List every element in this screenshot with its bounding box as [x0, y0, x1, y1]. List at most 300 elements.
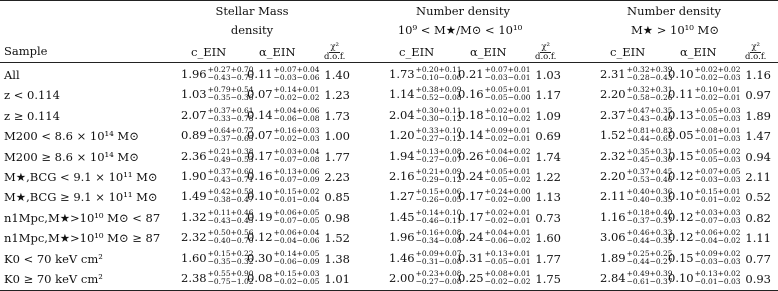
value: 1.16: [600, 209, 626, 224]
value: 1.45: [389, 209, 415, 224]
row-label: M200 < 8.6 × 10¹⁴ M⊙: [4, 129, 139, 144]
upper-errors: +0.20+0.11: [415, 65, 462, 74]
lower-errors: −0.37−0.37: [626, 215, 673, 225]
upper-errors: +0.05+0.03: [694, 105, 741, 115]
sample-header: Sample: [4, 44, 48, 58]
uncertainty: [627, 188, 673, 204]
upper-errors: +0.14+0.05: [273, 248, 320, 258]
uncertainty: [485, 209, 531, 225]
chi2-value: 1.11: [745, 231, 771, 246]
uncertainty: [627, 209, 673, 225]
upper-errors: +0.42+0.59: [207, 187, 254, 197]
upper-errors: +0.03+0.04: [273, 146, 320, 156]
chi2-value: 1.38: [324, 251, 350, 266]
param-value: [458, 188, 531, 204]
value: 2.31: [600, 67, 626, 81]
param-value: [181, 86, 254, 102]
uncertainty: [627, 229, 673, 245]
lower-errors: −0.05−0.03: [694, 154, 741, 164]
param-value: [247, 127, 320, 143]
chi2-value: 1.89: [745, 108, 771, 123]
value: 0.31: [458, 250, 484, 265]
value: 2.16: [389, 169, 415, 183]
upper-errors: +0.15+0.06: [415, 187, 462, 197]
param-value: [181, 250, 254, 266]
param-value: [458, 148, 531, 164]
value: 2.04: [389, 107, 415, 122]
value: 0.10: [247, 189, 273, 204]
param-value: [600, 250, 673, 266]
chi2-value: 0.97: [745, 88, 771, 103]
param-value: [181, 107, 254, 123]
param-value: [458, 209, 531, 225]
value: 0.14: [458, 128, 484, 143]
param-value: [389, 66, 462, 82]
value: 0.07: [247, 128, 273, 143]
chi2-value: 0.93: [745, 272, 771, 286]
col-alpha-ein: α_EIN: [470, 45, 507, 59]
param-value: [600, 107, 673, 123]
uncertainty: [627, 66, 673, 82]
lower-errors: −0.01−0.03: [694, 277, 741, 286]
col-c-ein: c_EIN: [399, 45, 435, 59]
value: 0.26: [458, 148, 484, 163]
value: 0.05: [668, 128, 694, 143]
upper-errors: +0.21+0.38: [207, 146, 254, 156]
param-value: [247, 148, 320, 164]
uncertainty: [416, 188, 462, 204]
value: 1.52: [600, 128, 626, 143]
param-value: [600, 66, 673, 82]
value: 0.07: [247, 87, 273, 102]
param-value: [600, 127, 673, 143]
param-value: [181, 270, 254, 286]
upper-errors: +0.13+0.02: [694, 269, 741, 278]
param-value: [600, 188, 673, 204]
param-value: [600, 270, 673, 286]
chi2-value: 0.85: [324, 190, 350, 205]
lower-errors: −0.40−0.70: [207, 236, 254, 246]
param-value: [458, 66, 531, 82]
lower-errors: −0.06−0.08: [273, 113, 320, 123]
value: 0.16: [458, 87, 484, 102]
lower-errors: −0.38−0.47: [207, 195, 254, 205]
lower-errors: −0.02−0.05: [273, 277, 320, 286]
lower-errors: −0.06−0.01: [484, 154, 531, 164]
param-value: [181, 209, 254, 225]
param-value: [247, 229, 320, 245]
param-value: [389, 209, 462, 225]
value: 0.08: [247, 271, 273, 285]
uncertainty: [416, 127, 462, 143]
value: 0.19: [247, 209, 273, 224]
row-label: M★,BCG ≥ 9.1 × 10¹¹ M⊙: [4, 190, 158, 205]
uncertainty: [416, 86, 462, 102]
chi2-value: 1.77: [535, 251, 561, 266]
lower-errors: −0.27−0.12: [415, 134, 462, 144]
value: 0.15: [668, 250, 694, 265]
lower-errors: −0.03−0.03: [694, 256, 741, 266]
header-rule: [0, 62, 778, 63]
chi2-value: 1.47: [745, 129, 771, 144]
upper-errors: +0.14+0.10: [415, 207, 462, 217]
param-value: [458, 86, 531, 102]
group1-title: Stellar Mass: [215, 4, 289, 18]
value: 1.49: [181, 189, 207, 204]
chi2-value: 1.60: [535, 231, 561, 246]
uncertainty: [695, 250, 741, 266]
uncertainty: [274, 270, 320, 286]
upper-errors: +0.02+0.01: [484, 105, 531, 115]
chi2-value: 1.77: [324, 149, 350, 164]
value: 0.17: [247, 148, 273, 163]
uncertainty: [627, 148, 673, 164]
chi2-value: 2.23: [324, 170, 350, 184]
lower-errors: −0.43−0.75: [207, 73, 254, 82]
lower-errors: −0.29−0.12: [415, 175, 462, 184]
uncertainty: [274, 229, 320, 245]
param-value: [668, 188, 741, 204]
param-value: [247, 188, 320, 204]
uncertainty: [416, 107, 462, 123]
chi2-value: 1.13: [535, 190, 561, 205]
col-alpha-ein: α_EIN: [259, 45, 296, 59]
param-value: [600, 168, 673, 184]
upper-errors: +0.81+0.83: [626, 126, 673, 136]
value: 0.12: [247, 230, 273, 245]
uncertainty: [485, 229, 531, 245]
value: 2.84: [600, 271, 626, 285]
value: 2.00: [389, 271, 415, 285]
param-value: [600, 86, 673, 102]
uncertainty: [416, 209, 462, 225]
value: 0.17: [458, 209, 484, 224]
value: 0.13: [668, 107, 694, 122]
param-value: [600, 209, 673, 225]
uncertainty: [274, 209, 320, 225]
upper-errors: +0.40+0.36: [626, 187, 673, 197]
uncertainty: [485, 250, 531, 266]
lower-errors: −0.07−0.03: [694, 215, 741, 225]
lower-errors: −0.27−0.07: [415, 154, 462, 164]
upper-errors: +0.64+0.77: [207, 126, 254, 136]
uncertainty: [695, 188, 741, 204]
upper-errors: +0.50+0.56: [207, 228, 254, 238]
chi2-value: 1.03: [535, 68, 561, 82]
upper-errors: +0.33+0.10: [415, 126, 462, 136]
value: 0.24: [458, 169, 484, 183]
upper-errors: +0.05+0.02: [694, 146, 741, 156]
lower-errors: −0.26−0.05: [415, 195, 462, 205]
upper-errors: +0.02+0.02: [694, 65, 741, 74]
lower-errors: −0.04−0.02: [694, 236, 741, 246]
upper-errors: +0.37+0.61: [207, 105, 254, 115]
value: 0.89: [181, 128, 207, 143]
chi2-value: 1.73: [324, 108, 350, 123]
uncertainty: [485, 127, 531, 143]
upper-errors: +0.02+0.01: [484, 207, 531, 217]
col-chi2-dof: $\frac{\text{χ²}}{d.o.f.}$: [324, 42, 346, 62]
value: 0.10: [668, 189, 694, 204]
upper-errors: +0.55+0.90: [207, 269, 254, 278]
upper-errors: +0.79+0.54: [207, 85, 254, 95]
col-alpha-ein: α_EIN: [680, 45, 717, 59]
param-value: [458, 250, 531, 266]
param-value: [458, 168, 531, 184]
param-value: [668, 127, 741, 143]
value: 0.11: [247, 67, 273, 81]
lower-errors: −0.35−0.32: [207, 256, 254, 266]
lower-errors: −0.10−0.02: [484, 113, 531, 123]
value: 0.14: [247, 107, 273, 122]
value: 0.12: [668, 209, 694, 224]
col-c-ein: c_EIN: [191, 45, 227, 59]
uncertainty: [274, 127, 320, 143]
value: 1.14: [389, 87, 415, 102]
upper-errors: +0.06+0.05: [273, 207, 320, 217]
upper-errors: +0.16+0.08: [415, 228, 462, 238]
value: 1.96: [181, 67, 207, 81]
uncertainty: [695, 107, 741, 123]
lower-errors: −0.75−1.02: [207, 277, 254, 286]
chi2-value: 2.11: [745, 170, 771, 184]
value: 0.17: [458, 189, 484, 204]
lower-errors: −0.01−0.02: [694, 195, 741, 205]
value: 1.96: [389, 230, 415, 245]
param-value: [668, 270, 741, 286]
row-label: z < 0.114: [4, 88, 60, 103]
param-value: [247, 107, 320, 123]
lower-errors: −0.06−0.02: [484, 236, 531, 246]
value: 2.11: [600, 189, 626, 204]
chi2-value: 0.69: [535, 129, 561, 144]
lower-errors: −0.44−0.27: [626, 256, 673, 266]
uncertainty: [274, 66, 320, 82]
upper-errors: +0.09+0.02: [694, 248, 741, 258]
group3-title: Number density: [627, 4, 721, 18]
chi2-value: 1.40: [324, 68, 350, 82]
param-value: [389, 270, 462, 286]
uncertainty: [695, 127, 741, 143]
lower-errors: −0.43−0.71: [207, 175, 254, 184]
upper-errors: +0.37+0.45: [626, 167, 673, 176]
param-value: [181, 127, 254, 143]
param-value: [668, 107, 741, 123]
upper-errors: +0.24+0.00: [484, 187, 531, 197]
lower-errors: −0.44−0.65: [626, 134, 673, 144]
lower-errors: −0.35−0.36: [207, 93, 254, 103]
upper-errors: +0.03+0.03: [694, 207, 741, 217]
param-value: [600, 148, 673, 164]
uncertainty: [627, 127, 673, 143]
upper-errors: +0.49+0.39: [626, 269, 673, 278]
upper-errors: +0.09+0.01: [484, 126, 531, 136]
param-value: [668, 66, 741, 82]
uncertainty: [485, 148, 531, 164]
upper-errors: +0.25+0.25: [626, 248, 673, 258]
value: 2.07: [181, 107, 207, 122]
uncertainty: [695, 86, 741, 102]
upper-errors: +0.10+0.01: [694, 85, 741, 95]
param-value: [389, 86, 462, 102]
param-value: [668, 229, 741, 245]
lower-errors: −0.05−0.00: [484, 93, 531, 103]
param-value: [247, 270, 320, 286]
value: 2.38: [181, 271, 207, 285]
upper-errors: +0.18+0.40: [626, 207, 673, 217]
param-value: [181, 168, 254, 184]
upper-errors: +0.07+0.05: [694, 167, 741, 176]
upper-errors: +0.13+0.08: [415, 146, 462, 156]
param-value: [458, 107, 531, 123]
value: 1.46: [389, 250, 415, 265]
param-value: [389, 127, 462, 143]
upper-errors: +0.14+0.01: [273, 85, 320, 95]
uncertainty: [485, 66, 531, 82]
lower-errors: −0.28−0.43: [626, 73, 673, 82]
row-label: K0 < 70 keV cm²: [4, 251, 103, 266]
group2-sub: 10⁹ < M★/M⊙ < 10¹⁰: [397, 23, 523, 37]
uncertainty: [485, 168, 531, 184]
value: 0.11: [668, 87, 694, 102]
param-value: [668, 250, 741, 266]
row-label: M200 ≥ 8.6 × 10¹⁴ M⊙: [4, 149, 139, 164]
param-value: [668, 148, 741, 164]
value: 1.20: [389, 128, 415, 143]
uncertainty: [274, 148, 320, 164]
uncertainty: [274, 188, 320, 204]
value: 1.94: [389, 148, 415, 163]
chi2-value: 1.23: [324, 88, 350, 103]
param-value: [668, 168, 741, 184]
lower-errors: −0.44−0.35: [626, 236, 673, 246]
param-value: [668, 209, 741, 225]
upper-errors: +0.09+0.07: [415, 248, 462, 258]
upper-errors: +0.08+0.01: [694, 126, 741, 136]
top-rule: [0, 0, 778, 1]
param-value: [668, 86, 741, 102]
param-value: [181, 188, 254, 204]
lower-errors: −0.02−0.01: [484, 134, 531, 144]
lower-errors: −0.02−0.03: [273, 134, 320, 144]
value: 2.20: [600, 169, 626, 183]
row-label: K0 ≥ 70 keV cm²: [4, 272, 103, 286]
upper-errors: +0.27+0.70: [207, 65, 254, 74]
group1-sub: density: [230, 23, 274, 37]
lower-errors: −0.06−0.09: [273, 256, 320, 266]
uncertainty: [485, 86, 531, 102]
value: 1.73: [389, 67, 415, 81]
lower-errors: −0.02−0.02: [484, 277, 531, 286]
uncertainty: [695, 270, 741, 286]
param-value: [247, 168, 320, 184]
chi2-value: 0.77: [745, 251, 771, 266]
value: 0.12: [668, 230, 694, 245]
uncertainty: [416, 270, 462, 286]
upper-errors: +0.15+0.22: [207, 248, 254, 258]
chi2-value: 0.52: [745, 190, 771, 205]
lower-errors: −0.04−0.06: [273, 236, 320, 246]
value: 1.03: [181, 87, 207, 102]
param-value: [458, 229, 531, 245]
col-chi2-dof: $\frac{\text{χ²}}{d.o.f.}$: [535, 42, 557, 62]
lower-errors: −0.03−0.06: [273, 73, 320, 82]
chi2-value: 1.74: [535, 149, 561, 164]
upper-errors: +0.04+0.06: [273, 105, 320, 115]
upper-errors: +0.06+0.02: [694, 228, 741, 238]
lower-errors: −0.52−0.08: [415, 93, 462, 103]
upper-errors: +0.32+0.31: [626, 85, 673, 95]
upper-errors: +0.16+0.03: [273, 126, 320, 136]
param-value: [389, 250, 462, 266]
lower-errors: −0.05−0.03: [694, 113, 741, 123]
lower-errors: −0.37−0.65: [207, 134, 254, 144]
upper-errors: +0.07+0.04: [273, 65, 320, 74]
lower-errors: −0.33−0.78: [207, 113, 254, 123]
upper-errors: +0.15+0.02: [273, 187, 320, 197]
lower-errors: −0.45−0.30: [626, 154, 673, 164]
lower-errors: −0.27−0.08: [415, 277, 462, 286]
param-value: [389, 107, 462, 123]
chi2-value: 0.98: [324, 210, 350, 225]
value: 0.15: [668, 148, 694, 163]
uncertainty: [485, 107, 531, 123]
col-c-ein: c_EIN: [610, 45, 646, 59]
lower-errors: −0.01−0.04: [273, 195, 320, 205]
value: 2.36: [181, 148, 207, 163]
uncertainty: [695, 168, 741, 184]
upper-errors: +0.32+0.39: [626, 65, 673, 74]
value: 2.20: [600, 87, 626, 102]
value: 0.30: [247, 250, 273, 265]
upper-errors: +0.23+0.08: [415, 269, 462, 278]
param-value: [181, 229, 254, 245]
lower-errors: −0.07−0.05: [273, 215, 320, 225]
param-value: [600, 229, 673, 245]
lower-errors: −0.58−0.26: [626, 93, 673, 103]
lower-errors: −0.46−0.11: [415, 215, 462, 225]
upper-errors: +0.47+0.35: [626, 105, 673, 115]
chi2-value: 1.75: [535, 272, 561, 286]
uncertainty: [627, 250, 673, 266]
value: 0.25: [458, 271, 484, 285]
param-value: [247, 66, 320, 82]
value: 0.18: [458, 107, 484, 122]
param-value: [247, 86, 320, 102]
value: 1.60: [181, 250, 207, 265]
lower-errors: −0.43−0.45: [207, 215, 254, 225]
lower-errors: −0.40−0.35: [626, 195, 673, 205]
uncertainty: [274, 250, 320, 266]
uncertainty: [627, 86, 673, 102]
param-value: [389, 229, 462, 245]
uncertainty: [695, 66, 741, 82]
lower-errors: −0.05−0.02: [484, 175, 531, 184]
value: 0.12: [668, 169, 694, 183]
row-label: z ≥ 0.114: [4, 108, 60, 123]
value: 0.10: [668, 67, 694, 81]
upper-errors: +0.05+0.01: [484, 85, 531, 95]
row-label: n1Mpc,M★>10¹⁰ M⊙ < 87: [4, 210, 161, 225]
uncertainty: [695, 148, 741, 164]
chi2-value: 1.01: [324, 272, 350, 286]
upper-errors: +0.08+0.01: [484, 269, 531, 278]
row-label: n1Mpc,M★>10¹⁰ M⊙ ≥ 87: [4, 231, 161, 246]
value: 2.32: [181, 230, 207, 245]
param-value: [389, 188, 462, 204]
value: 1.89: [600, 250, 626, 265]
chi2-value: 0.82: [745, 210, 771, 225]
